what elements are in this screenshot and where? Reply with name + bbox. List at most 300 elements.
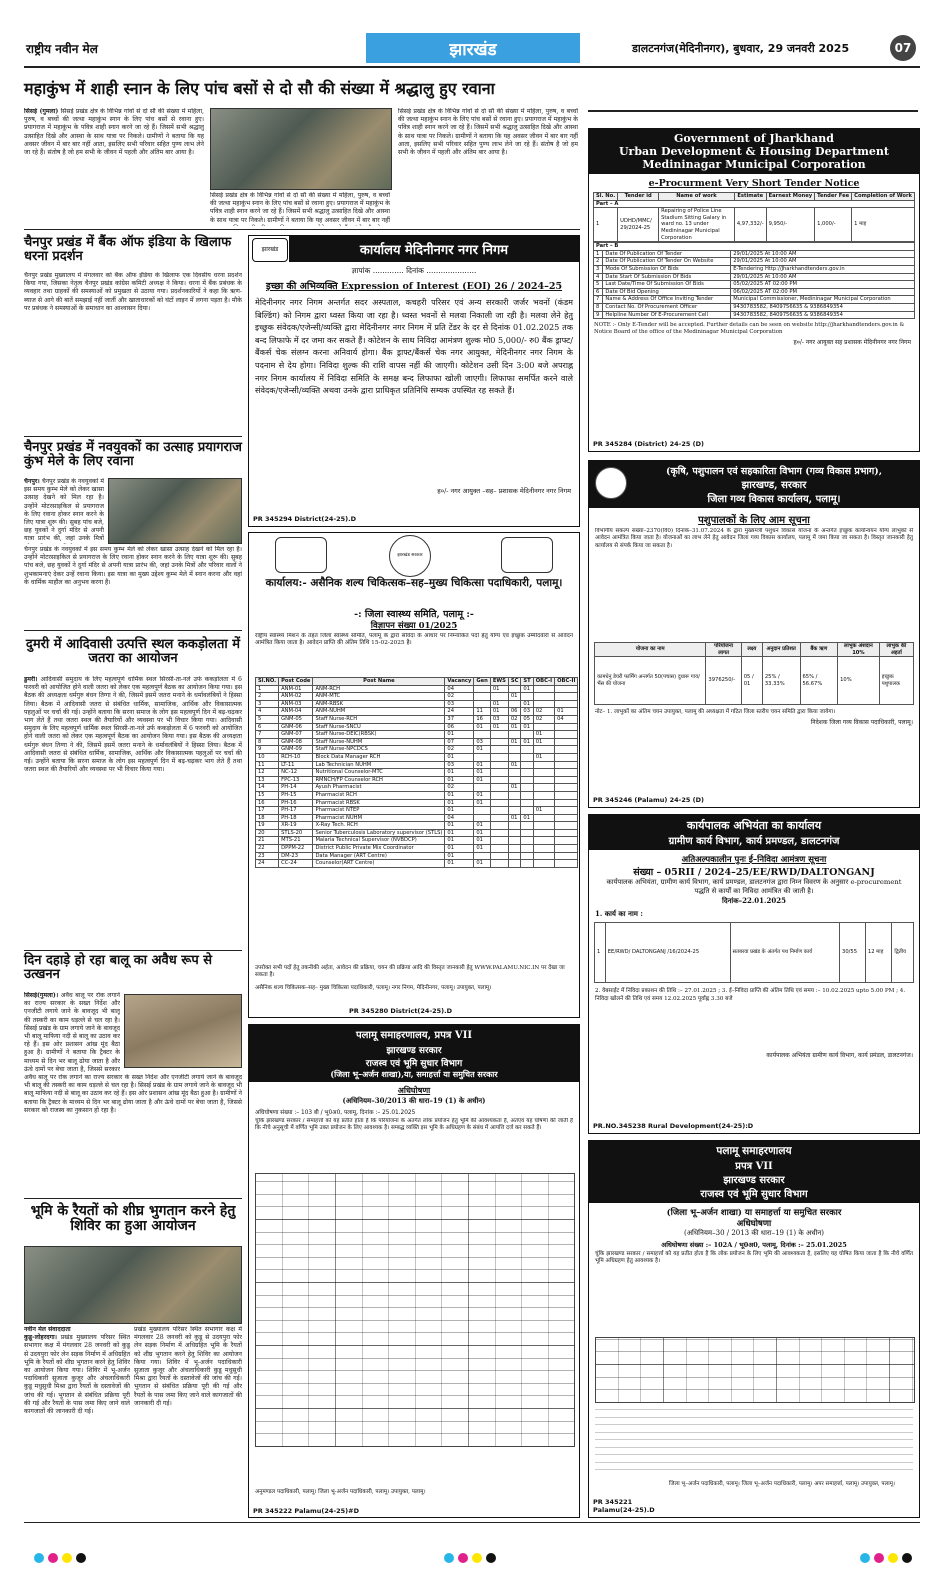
ad-bhoo-arjan-1	[248, 1024, 580, 1518]
rwd-body: कार्यपालक अभियंता, ग्रामीण कार्य विभाग, कार्य प्रमण्डल, डालटनगंज द्वारा निम्न विवरण के अनुसार e-procurement पद्धति से कार्यों का निविदा आमंत्रित की जाती है।	[606, 878, 902, 895]
table-cell: 01	[508, 784, 521, 792]
story5-body-a: सिसई(गुमला)। अवैध बालू पर रोक लगाने का राज्य सरकार के सख्त निर्देश और एनजीटी लगाये जाने के बावजूद भी बालू की तस्करी का काम धड़ल्ले से चल रहा है। सिसई प्रखंड के ग्राम लगाये जाने के बावजूद भी बालू माफिया नदी से बालू का उठाव कर रहे हैं। इस ओर प्रशासन आंख मूंद बैठा हुआ है। ग्रामीणों ने बताया कि ट्रैक्टर के माध्यम से दिन भर बालू ढोया जाता है और ऊंचे दामों पर बेचा जाता है, जिससे सरकार	[24, 992, 120, 1072]
rule-s1	[24, 229, 580, 230]
paper-name: राष्ट्रीय नवीन मेल	[26, 42, 98, 56]
table-row	[256, 845, 578, 853]
table-cell	[474, 731, 490, 739]
table-cell	[555, 723, 578, 731]
table-cell	[521, 746, 533, 754]
table-cell: 1	[595, 923, 606, 983]
table-cell	[521, 807, 533, 815]
ad-rwd-tender	[588, 814, 920, 1134]
table-cell: Block Data Manager RCH	[313, 753, 445, 761]
table-cell: 03	[474, 738, 490, 746]
table-cell: 5	[594, 281, 603, 289]
table-cell: GNM-06	[279, 723, 313, 731]
table-cell: Contact No. Of Procurement Officer	[603, 303, 731, 311]
health-col-header: Vacancy	[445, 678, 474, 686]
table-cell: Pharmacist RCH	[313, 791, 445, 799]
rule-s2	[24, 436, 242, 437]
cmyk-mark-yellow-3	[888, 1553, 898, 1563]
table-cell	[508, 746, 521, 754]
cmyk-mark-black-2	[486, 1553, 496, 1563]
table-cell: 03	[445, 761, 474, 769]
table-cell: 01	[490, 700, 508, 708]
table-cell: 1,000/-	[815, 208, 852, 242]
table-cell: 01	[474, 776, 490, 784]
rwd-table	[594, 922, 914, 983]
table-cell	[474, 685, 490, 693]
table-cell: RCH-10	[279, 753, 313, 761]
table-cell: 65% / 56.67%	[800, 657, 838, 705]
table-cell	[474, 700, 490, 708]
table-cell: Date Of Bid Opening	[603, 288, 731, 296]
krishi-dept: (कृषि, पशुपालन एवं सहकारिता विभाग (गव्य विकास प्रभाग),	[665, 466, 883, 477]
table-cell	[508, 776, 521, 784]
rule-s3	[24, 630, 242, 631]
table-cell	[490, 693, 508, 701]
table-cell	[533, 852, 554, 860]
table-cell: 03	[490, 715, 508, 723]
table-row	[594, 265, 915, 273]
bhoo1-schedule-table	[255, 1173, 575, 1447]
table-row	[594, 250, 915, 258]
krishi-seal	[595, 467, 627, 499]
table-cell: Nutritional Counselor-MTC	[313, 769, 445, 777]
krishi-foot: नोट– 1. लाभुकों का अंतिम चयन उपायुक्त, पलामू की अध्यक्षता में गठित जिला स्तरीय चयन समिति द्वारा किया जायेगा।	[595, 709, 836, 716]
bhoo2-dept: राजस्व एवं भूमि सुधार विभाग	[700, 1189, 808, 1200]
table-cell	[533, 837, 554, 845]
table-cell	[555, 731, 578, 739]
table-cell	[533, 693, 554, 701]
table-cell: 01	[445, 852, 474, 860]
table-cell: ANM-NUHM	[313, 708, 445, 716]
table-cell	[555, 845, 578, 853]
table-cell	[555, 693, 578, 701]
table-cell	[508, 822, 521, 830]
table-cell: Repairing of Police Line Stadium Sitting Galary in ward no. 13 under Medininagar Municipal Corporation	[659, 208, 735, 242]
table-cell: 01	[508, 814, 521, 822]
table-cell: 12	[256, 769, 279, 777]
table-cell	[533, 784, 554, 792]
rule-s4	[24, 950, 242, 951]
table-cell: 01	[474, 799, 490, 807]
table-cell	[533, 769, 554, 777]
table-cell: 3	[594, 265, 603, 273]
table-cell: Malaria Technical Supervisor (NVBDCP)	[313, 837, 445, 845]
table-cell: 11	[256, 761, 279, 769]
table-cell	[521, 761, 533, 769]
table-cell	[521, 769, 533, 777]
table-cell: 4	[594, 273, 603, 281]
table-cell	[490, 814, 508, 822]
table-cell: 01	[474, 761, 490, 769]
table-cell: इच्छुक पशुपालक	[879, 657, 913, 705]
table-cell	[508, 791, 521, 799]
table-cell	[508, 852, 521, 860]
table-cell: 2	[594, 258, 603, 266]
story6-body-col2: प्रखंड मुख्यालय परिसर स्थित सभागार कक्ष में मंगलवार 28 जनवरी को कुडू से उदयपुरा फोर लेन सड़क निर्माण में अधिग्रहित भूमि के रैयतों को शीघ्र भुगतान करने हेतु शिविर का आयोजन किया गया। शिविर में भू-अर्जन पदाधिकारी सुजाता कुजूर और अंचलाधिकारी कुडू मधुसुधी मिश्रा द्वारा रैयतों के दस्तावेजों की जांच की गई। भुगतान से संबंधित प्रक्रिया पूरी की गई और रैयतों के पास जमा किए जाने वाले कागजातों की जानकारी दी गई।	[134, 1326, 242, 1407]
table-cell: Staff Nurse-RCH	[313, 715, 445, 723]
table-cell: 01	[445, 799, 474, 807]
health-col-header: Gen	[474, 678, 490, 686]
cmyk-mark-black	[76, 1553, 86, 1563]
ad-dairy-notice	[588, 460, 920, 808]
table-cell: 06/02/2025 AT 02:00 PM	[731, 288, 915, 296]
bhoo2-notice: अधिघोषणा	[736, 1219, 772, 1229]
table-cell: 01	[533, 753, 554, 761]
table-cell: 01	[508, 693, 521, 701]
table-cell	[521, 837, 533, 845]
table-cell: 9430783582, 8409756635 & 9386849354	[731, 311, 915, 319]
table-row	[256, 852, 578, 860]
table-cell: Ayush Pharmacist	[313, 784, 445, 792]
table-cell: 01	[445, 822, 474, 830]
story1-body-col1	[24, 108, 204, 226]
masthead-rule	[24, 66, 920, 68]
bhoo2-form: प्रपत्र VII	[735, 1161, 773, 1172]
table-cell: 1 माह	[852, 208, 915, 242]
table-cell	[555, 814, 578, 822]
table-cell: 4	[256, 708, 279, 716]
table-cell: 17	[256, 807, 279, 815]
urban-part-a: Part – A	[594, 200, 915, 208]
table-cell: 01	[445, 791, 474, 799]
rule-s5	[24, 1198, 242, 1199]
table-cell	[555, 700, 578, 708]
table-cell: 11	[474, 708, 490, 716]
health-col-header: OBC-II	[555, 678, 578, 686]
table-cell: UDHD/MMC/ 29/2024-25	[618, 208, 659, 242]
table-cell	[490, 776, 508, 784]
health-note: उपरोक्त सभी पदों हेतु तकनीकी अर्हता, आवेदन की प्रक्रिया, चयन की प्रक्रिया आदि की विस्तृत जानकारी हेतु WWW.PALAMU.NIC.IN पर देखा जा सकता है।	[255, 965, 565, 978]
table-cell: Date Of Publication Of Tender	[603, 250, 731, 258]
story3-body: चैनपुर प्रखंड के नवयुवकों में इस समय कुम्भ मेले को लेकर खासा उत्साह देखने को मिल रहा है। उन्होंने मोटरसाइकिल से प्रयागराज के लिए रवाना होकर स्नान करने के लिए यात्रा शुरू की। सुबह पांच बजे, छह युवकों ने दुर्गा मंदिर से अपनी यात्रा प्रारंभ की, जहां उनके मित्रों	[24, 478, 104, 543]
table-cell: 02	[445, 784, 474, 792]
table-cell	[508, 845, 521, 853]
table-cell	[521, 845, 533, 853]
table-row	[256, 807, 578, 815]
krishi-title: पशुपालकों के लिए आम सूचना	[698, 515, 810, 526]
table-cell: Pharmacist NTEP	[313, 807, 445, 815]
table-row	[256, 746, 578, 754]
bhoo1-dept: राजस्व एवं भूमि सुधार विभाग	[249, 1056, 579, 1069]
table-cell: LT-11	[279, 761, 313, 769]
table-cell	[508, 799, 521, 807]
table-cell	[490, 860, 508, 868]
table-cell: 04	[555, 715, 578, 723]
table-cell: NC-12	[279, 769, 313, 777]
rwd-date: दिनांक–22.01.2025	[722, 896, 786, 905]
health-col-header: Post Name	[313, 678, 445, 686]
cmyk-mark-yellow-2	[472, 1553, 482, 1563]
table-cell	[521, 799, 533, 807]
bhoo1-notice: अधिघोषणा	[397, 1085, 431, 1095]
table-cell: 01	[508, 738, 521, 746]
table-cell: GNM-09	[279, 746, 313, 754]
table-cell: EE/RWD/ DALTONGANJ /16/2024-25	[605, 923, 730, 983]
ad-bhoo-arjan-2	[588, 1140, 920, 1518]
krishi-col-header: लाभुक अंशदान 10%	[838, 643, 880, 657]
table-cell	[521, 852, 533, 860]
table-cell: 05/02/2025 AT 02:00 PM	[731, 281, 915, 289]
story5-body: अवैध बालू पर रोक लगाने का राज्य सरकार के सख्त निर्देश और एनजीटी लगाये जाने के बावजूद भी बालू की तस्करी का काम धड़ल्ले से चल रहा है। सिसई प्रखंड के ग्राम लगाये जाने के बावजूद भी बालू माफिया नदी से बालू का उठाव कर रहे हैं। इस ओर प्रशासन आंख मूंद बैठा हुआ है। ग्रामीणों ने बताया कि ट्रैक्टर के माध्यम से दिन भर बालू ढोया जाता है और ऊंचे दामों पर बेचा जाता है, जिससे सरकार	[24, 992, 120, 1072]
table-cell	[508, 769, 521, 777]
bhoo2-govt: झारखण्ड सरकार	[723, 1175, 785, 1186]
table-cell	[508, 807, 521, 815]
nn-ref: ज्ञापांक ............. दिनांक .....................	[351, 266, 477, 275]
story5-headline: दिन दहाड़े हो रहा बालू का अवैध रूप से उत्खनन	[24, 953, 213, 983]
table-cell	[490, 829, 508, 837]
table-cell: 15	[256, 791, 279, 799]
table-cell: 18	[256, 814, 279, 822]
story6-photo	[24, 1246, 242, 1324]
table-row	[256, 708, 578, 716]
table-cell	[508, 753, 521, 761]
cmyk-mark-yellow	[62, 1553, 72, 1563]
table-cell: 01	[474, 746, 490, 754]
table-cell	[490, 822, 508, 830]
footer-rule	[24, 1522, 920, 1523]
table-cell	[490, 738, 508, 746]
table-cell	[490, 852, 508, 860]
table-cell	[521, 753, 533, 761]
table-cell: 02	[445, 746, 474, 754]
urban-col-header: Estimate	[734, 193, 766, 201]
table-cell	[490, 791, 508, 799]
rwd-no: संख्या – 05RII / 2024–25/EE/RWD/DALTONGANJ	[633, 867, 875, 878]
bhoo2-fill-lines	[595, 1407, 913, 1477]
krishi-govt: झारखण्ड, सरकार	[741, 480, 807, 491]
table-cell: 01	[474, 769, 490, 777]
table-cell: 05 / 01	[741, 657, 762, 705]
table-cell: District Public Private Mix Coordinator	[313, 845, 445, 853]
table-cell: Date Start Of Submission Of Bids	[603, 273, 731, 281]
urban-pr-number: PR 345284 (District) 24-25 (D)	[593, 440, 705, 448]
table-cell: Last Date/Time Of Submission Of Bids	[603, 281, 731, 289]
table-cell: 16	[474, 715, 490, 723]
table-row	[594, 258, 915, 266]
table-cell	[521, 829, 533, 837]
health-seal: झारखंड सरकार	[389, 535, 431, 577]
table-cell	[521, 693, 533, 701]
table-cell	[474, 784, 490, 792]
krishi-pr-number: PR 345246 (Palamu) 24-25 (D)	[593, 796, 705, 804]
table-cell: 20	[256, 829, 279, 837]
table-cell	[508, 829, 521, 837]
table-cell	[555, 852, 578, 860]
table-row	[256, 814, 578, 822]
story4-headline: दुमरी में आदिवासी उत्पत्ति स्थल ककड़ोलता में जतरा का आयोजन	[25, 637, 241, 667]
story1-body-col4: सिसई प्रखंड क्षेत्र के विभिन्न गांवों से दो सौ की संख्या में महिला, पुरुष, व बच्चों की जत्था महाकुंभ स्नान के लिए पांच बसों से रवाना हुए। प्रयागराज में महाकुंभ के पवित्र शाही स्नान करने जा रहे हैं। जिसमें सभी श्रद्धालु उत्साहित दिखे और आस्था के साथ यात्रा पर निकले। ग्रामीणों ने बताया कि यह अवसर जीवन में बार बार नहीं आता, इसलिए सभी परिवार सहित पुण्य लाभ लेने जा रहे हैं। संतोष है जो हम सभी के जीवन में पहली और अंतिम बार आया है।	[398, 108, 578, 157]
table-row	[594, 273, 915, 281]
story3-photo	[108, 478, 242, 544]
bhoo1-ref: अधिघोषणा संख्या :– 103 बी / भू0अ0, पलामू, दिनांक :– 25.01.2025	[255, 1110, 416, 1116]
table-cell: GNM-07	[279, 731, 313, 739]
story6-body-wrap: नवीन मेल संवाददाता कुडू-लोहरदगा। प्रखंड मुख्यालय परिसर स्थित सभागार कक्ष में मंगलवार 28 जनवरी को कुडू से उदयपुरा फोर लेन सड़क निर्माण में अधिग्रहित भूमि के रैयतों को शीघ्र भुगतान करने हेतु शिविर का आयोजन किया गया। शिविर में भू-अर्जन पदाधिकारी सुजाता कुजूर और अंचलाधिकारी कुडू मधुसुधी मिश्रा द्वारा रैयतों के दस्तावेजों की जांच की गई। भुगतान से संबंधित प्रक्रिया पूरी की गई और रैयतों के पास जमा किए जाने वाले कागजातों की जानकारी दी गई।	[24, 1326, 130, 1416]
table-cell	[533, 746, 554, 754]
table-cell: 24	[445, 708, 474, 716]
table-cell: PH-14	[279, 784, 313, 792]
krishi-table	[594, 642, 914, 705]
table-cell	[533, 791, 554, 799]
krishi-col-header: अनुदान प्रतिशत	[762, 643, 800, 657]
table-cell: Mode Of Submission Of Bids	[603, 265, 731, 273]
table-cell: 23	[256, 852, 279, 860]
krishi-col-header: परियोजना लागत	[706, 643, 741, 657]
table-row	[256, 799, 578, 807]
table-cell: Counselor(ART Centre)	[313, 860, 445, 868]
urban-col-header: Completion of Work	[852, 193, 915, 201]
bhoo1-office: पलामू समाहरणालय, प्रपत्र VII	[249, 1025, 579, 1043]
table-row	[256, 776, 578, 784]
table-cell: 01	[521, 814, 533, 822]
table-cell: Senior Tuberculosis Laboratory supervisor (STLS)	[313, 829, 445, 837]
table-row	[256, 723, 578, 731]
table-cell: 1	[256, 685, 279, 693]
table-cell: 6	[256, 723, 279, 731]
table-cell: 01	[521, 685, 533, 693]
table-cell	[490, 769, 508, 777]
table-cell: Staff Nurse-SNCU	[313, 723, 445, 731]
table-cell	[521, 822, 533, 830]
section-title: झारखंड	[449, 40, 497, 60]
table-cell	[555, 784, 578, 792]
table-row	[594, 311, 915, 319]
health-adv-no: विज्ञापन संख्या 01/2025	[370, 621, 458, 631]
rwd-pr-number: PR.NO.345238 Rural Development(24-25):D	[593, 1122, 754, 1130]
table-cell	[533, 799, 554, 807]
table-cell: Name & Address Of Office Inviting Tender	[603, 296, 731, 304]
table-cell: 01	[445, 845, 474, 853]
table-cell: ANM-01	[279, 685, 313, 693]
table-cell	[533, 822, 554, 830]
story1-body: सिसई प्रखंड क्षेत्र के विभिन्न गांवों से दो सौ की संख्या में महिला, पुरुष, व बच्चों की जत्था महाकुंभ स्नान के लिए पांच बसों से रवाना हुए। प्रयागराज में महाकुंभ के पवित्र शाही स्नान करने जा रहे हैं। जिसमें सभी श्रद्धालु उत्साहित दिखे और आस्था के साथ यात्रा पर निकले। ग्रामीणों ने बताया कि यह अवसर जीवन में बार बार नहीं आता, इसलिए सभी परिवार सहित पुण्य लाभ लेने जा रहे हैं। संतोष है जो हम सभी के जीवन में पहली और अंतिम बार आया है।	[24, 108, 204, 157]
table-cell: 01	[474, 860, 490, 868]
table-cell: ANM-04	[279, 708, 313, 716]
table-cell	[521, 776, 533, 784]
cmyk-mark-magenta-3	[874, 1553, 884, 1563]
table-cell: 01	[445, 829, 474, 837]
table-cell	[508, 837, 521, 845]
bhoo1-pr-number: PR 345222 Palamu(24-25)#D	[253, 1507, 359, 1515]
table-cell: द्वितीय	[892, 923, 914, 983]
health-pr-number: PR 345280 District(24-25).D	[349, 1007, 453, 1015]
table-cell: 9	[594, 311, 603, 319]
health-office: कार्यालय:- असैनिक शल्य चिकित्सक–सह–मुख्य चिकित्सा पदाधिकारी, पलामू।	[265, 577, 563, 589]
table-cell: ANM-02	[279, 693, 313, 701]
table-cell	[490, 799, 508, 807]
table-cell	[490, 731, 508, 739]
table-cell: 01	[490, 708, 508, 716]
krishi-body: विभागीय संकल्प संख्या–2370(वि0) दिनांक–31.07.2024 के द्वारा मुख्यमंत्री पशुधन विकास योजना के अन्तर्गत इच्छुक कार्यान्वयन योग्य लाभुकों से आवेदन आमंत्रित किया जाता है। योजनाओं का लाभ लेने हेतु आवेदन जिला गव्य विकास कार्यालय, पलामू में जमा किया जा सकता है। विस्तृत जानकारी हेतु कार्यालय से संपर्क किया जा सकता है।	[595, 528, 913, 549]
table-cell	[555, 837, 578, 845]
cmyk-mark-cyan	[34, 1553, 44, 1563]
table-cell: 10%	[838, 657, 880, 705]
table-cell: 29/01/2025 At 10:00 AM	[731, 250, 915, 258]
story3-body-a: चैनपुर। चैनपुर प्रखंड के नवयुवकों में इस समय कुम्भ मेले को लेकर खासा उत्साह देखने को मिल रहा है। उन्होंने मोटरसाइकिल से प्रयागराज के लिए रवाना होकर स्नान करने के लिए यात्रा शुरू की। सुबह पांच बजे, छह युवकों ने दुर्गा मंदिर से अपनी यात्रा प्रारंभ की, जहां उनके मित्रों	[24, 478, 104, 544]
table-cell	[474, 852, 490, 860]
nn-badge: झारखंड	[252, 238, 288, 262]
table-cell	[555, 761, 578, 769]
table-cell: 01	[474, 791, 490, 799]
table-cell	[533, 814, 554, 822]
krishi-col-header: लक्ष्य	[741, 643, 762, 657]
krishi-col-header: योजना का नाम	[595, 643, 706, 657]
krishi-col-header: लाभुक की अहर्ता	[879, 643, 913, 657]
table-cell	[490, 761, 508, 769]
table-cell: 13	[256, 776, 279, 784]
table-cell: 04	[445, 685, 474, 693]
table-cell: 06	[508, 708, 521, 716]
table-cell: 8	[256, 738, 279, 746]
nn-office: कार्यालय मेदिनीनगर नगर निगम	[289, 236, 579, 262]
table-cell	[555, 738, 578, 746]
table-cell: 8	[594, 303, 603, 311]
table-cell	[490, 837, 508, 845]
table-row	[256, 693, 578, 701]
urban-col-header: Tender id	[618, 193, 659, 201]
table-cell: 12 माह	[865, 923, 892, 983]
table-cell: 14	[256, 784, 279, 792]
rule-right-top	[588, 110, 918, 112]
bhoo1-branch: (जिला भू–अर्जन शाखा),या, समाहर्त्ता या समुचित सरकार	[249, 1069, 579, 1082]
table-row	[256, 822, 578, 830]
bhoo2-schedule-table	[595, 1337, 915, 1403]
table-cell: Pharmacist NUHM	[313, 814, 445, 822]
table-cell: 01	[490, 685, 508, 693]
story1-photo	[210, 108, 392, 190]
table-cell	[474, 807, 490, 815]
table-cell: 22	[256, 845, 279, 853]
table-cell	[521, 784, 533, 792]
table-row	[256, 753, 578, 761]
ad-urban-tender	[588, 128, 920, 452]
table-cell: Pharmacist RBSK	[313, 799, 445, 807]
table-cell: 01	[445, 753, 474, 761]
table-cell	[555, 860, 578, 868]
cmyk-mark-cyan-2	[444, 1553, 454, 1563]
story1-dateline: सिसई (गुमला)	[24, 108, 59, 115]
rwd-sub: 1. कार्य का नाम :	[595, 909, 643, 918]
krishi-office: जिला गव्य विकास कार्यालय, पलामू।	[707, 494, 841, 505]
table-cell	[521, 731, 533, 739]
nn-body: मेदिनीनगर नगर निगम अन्तर्गत सदर अस्पताल, कचहरी परिसर एवं अन्य सरकारी जर्जर भवनों (कंडम बिल्डिंग) को निगम द्वारा ध्वस्त किया जा रहा है। ध्वस्त भवनों से मलवा निकाली जा रही है। मलवा लेने हेतु इच्छुक संवेदक/एजेन्सी/व्यक्ति द्वारा मेदिनीनगर नगर निगम में प्रति टेंडर के दर से दिनांक 01.02.2025 तक बन्द लिफाफे में दर जमा कर सकते हैं। कोटेशन के साथ निविदा आमंत्रण शुल्क मो0 5,000/- रु0 बैंक ड्राफ्ट/बैंकर्स चेक संलग्न करना अनिवार्य होगा। बैंक ड्राफ्ट/बैंकर्स चेक नगर आयुक्त, मेदिनीनगर नगर निगम के पदनाम से देय होगा। निविदा शुल्क की राशि वापस नहीं की जाएगी। कोटेशन उसी दिन 3:00 बजे अपराह्न नगर निगम कार्यालय में निविदा समिति के समक्ष बन्द लिफाफा खोली जाएगी। लिफाफा समर्पित करने वाले संवेदक/एजेन्सी/व्यक्ति अथवा उनके द्वारा प्राधिकृत प्रतिनिधि सम्यक उपस्थित रह सकते हैं।	[255, 297, 573, 396]
table-cell	[508, 731, 521, 739]
table-cell: 01	[508, 723, 521, 731]
story5-body-b: अवैध बालू पर रोक लगाने का राज्य सरकार के सख्त निर्देश और एनजीटी लगाये जाने के बावजूद भी बालू की तस्करी का काम धड़ल्ले से चल रहा है। सिसई प्रखंड के ग्राम लगाये जाने के बावजूद भी बालू माफिया नदी से बालू का उठाव कर रहे हैं। इस ओर प्रशासन आंख मूंद बैठा हुआ है। ग्रामीणों ने बताया कि ट्रैक्टर के माध्यम से दिन भर बालू ढोया जाता है और ऊंचे दामों पर बेचा जाता है, जिससे सरकार को राजस्व का नुकसान हो रहा है।	[24, 1074, 242, 1114]
table-row	[594, 288, 915, 296]
table-cell	[555, 822, 578, 830]
story4-body: आदिवासी समुदाय के लिए महत्वपूर्ण धार्मिक स्थल सिरसी-ता-नले उर्फ ककड़ोलता में 6 फरवरी को आयोजित होने वाली जतरा को लेकर एक महत्वपूर्ण बैठक का आयोजन किया गया। इस बैठक की अध्यक्षता धर्मगुरु बंधन तिग्गा ने की, जिसमें इसमें जतरा मनाने के धर्मावलंबियों ने हिस्सा लिया। बैठक में आदिवासी जतरा से संबंधित धार्मिक, सामाजिक, आर्थिक और विकासात्मक पहलुओं पर चर्चा की गई। उन्होंने बताया कि सरना समाज के लोग इस महत्वपूर्ण दिन में बढ़-चढ़कर भाग लेते हैं तथा जतरा स्थल की तैयारियों और व्यवस्था पर भी विचार किया गया।	[24, 676, 242, 725]
table-cell: 01	[445, 807, 474, 815]
table-cell: 02	[445, 693, 474, 701]
table-cell: 9430783582, 8409756635 & 9386849354	[731, 303, 915, 311]
table-cell: X-Ray Tech. RCH	[313, 822, 445, 830]
ad-nagar-nigam-eoi	[248, 235, 580, 527]
table-cell: 04	[445, 814, 474, 822]
dateline: डालटनगंज(मेदिनीनगर), बुधवार, 29 जनवरी 2025	[632, 42, 850, 55]
table-cell: 25% / 33.33%	[762, 657, 800, 705]
table-row	[256, 761, 578, 769]
story2-headline: चैनपुर प्रखंड में बैंक ऑफ इंडिया के खिलाफ धरना प्रदर्शन	[24, 235, 232, 265]
story4-body-wrap: डुमरी। आदिवासी समुदाय के लिए महत्वपूर्ण धार्मिक स्थल सिरसी-ता-नले उर्फ ककड़ोलता में 6 फरवरी को आयोजित होने वाली जतरा को लेकर एक महत्वपूर्ण बैठक का आयोजन किया गया। इस बैठक की अध्यक्षता धर्मगुरु बंधन तिग्गा ने की, जिसमें इसमें जतरा मनाने के धर्मावलंबियों ने हिस्सा लिया। बैठक में आदिवासी जतरा से संबंधित धार्मिक, सामाजिक, आर्थिक और विकासात्मक पहलुओं पर चर्चा की गई। उन्होंने बताया कि सरना समाज के लोग इस महत्वपूर्ण दिन में बढ़-चढ़कर भाग लेते हैं तथा जतरा स्थल की तैयारियों और व्यवस्था पर भी विचार किया गया। आदिवासी समुदाय के लिए महत्वपूर्ण धार्मिक स्थल सिरसी-ता-नले उर्फ ककड़ोलता में 6 फरवरी को आयोजित होने वाली जतरा को लेकर एक महत्वपूर्ण बैठक का आयोजन किया गया। इस बैठक की अध्यक्षता धर्मगुरु बंधन तिग्गा ने की, जिसमें इसमें जतरा मनाने के धर्मावलंबियों ने हिस्सा लिया। बैठक में आदिवासी जतरा से संबंधित धार्मिक, सामाजिक, आर्थिक और विकासात्मक पहलुओं पर चर्चा की गई। उन्होंने बताया कि सरना समाज के लोग इस महत्वपूर्ण दिन में बढ़-चढ़कर भाग लेते हैं तथा जतरा स्थल की तैयारियों और व्यवस्था पर भी विचार किया गया।	[24, 676, 242, 774]
table-cell	[533, 776, 554, 784]
rwd-points: 2. वेबसाईट में निविदा प्रकाशन की तिथि :– 27.01.2025 ; 3. ई–निविदा प्राप्ति की अंतिम तिथि एवं समय :– 10.02.2025 upto 5.00 PM ; 4. निविदा खोलने की तिथि एवं समय 12.02.2025 पूर्वाह्न 3.30 बजे	[595, 988, 906, 1002]
bhoo2-act: (अधिनियम–30 / 2013 की धारा–19 (1) के अधीन)	[683, 1229, 825, 1237]
table-cell: 4,97,332/-	[734, 208, 766, 242]
rwd-dept: ग्रामीण कार्य विभाग, कार्य प्रमण्डल, डालटनगंज	[668, 836, 840, 847]
